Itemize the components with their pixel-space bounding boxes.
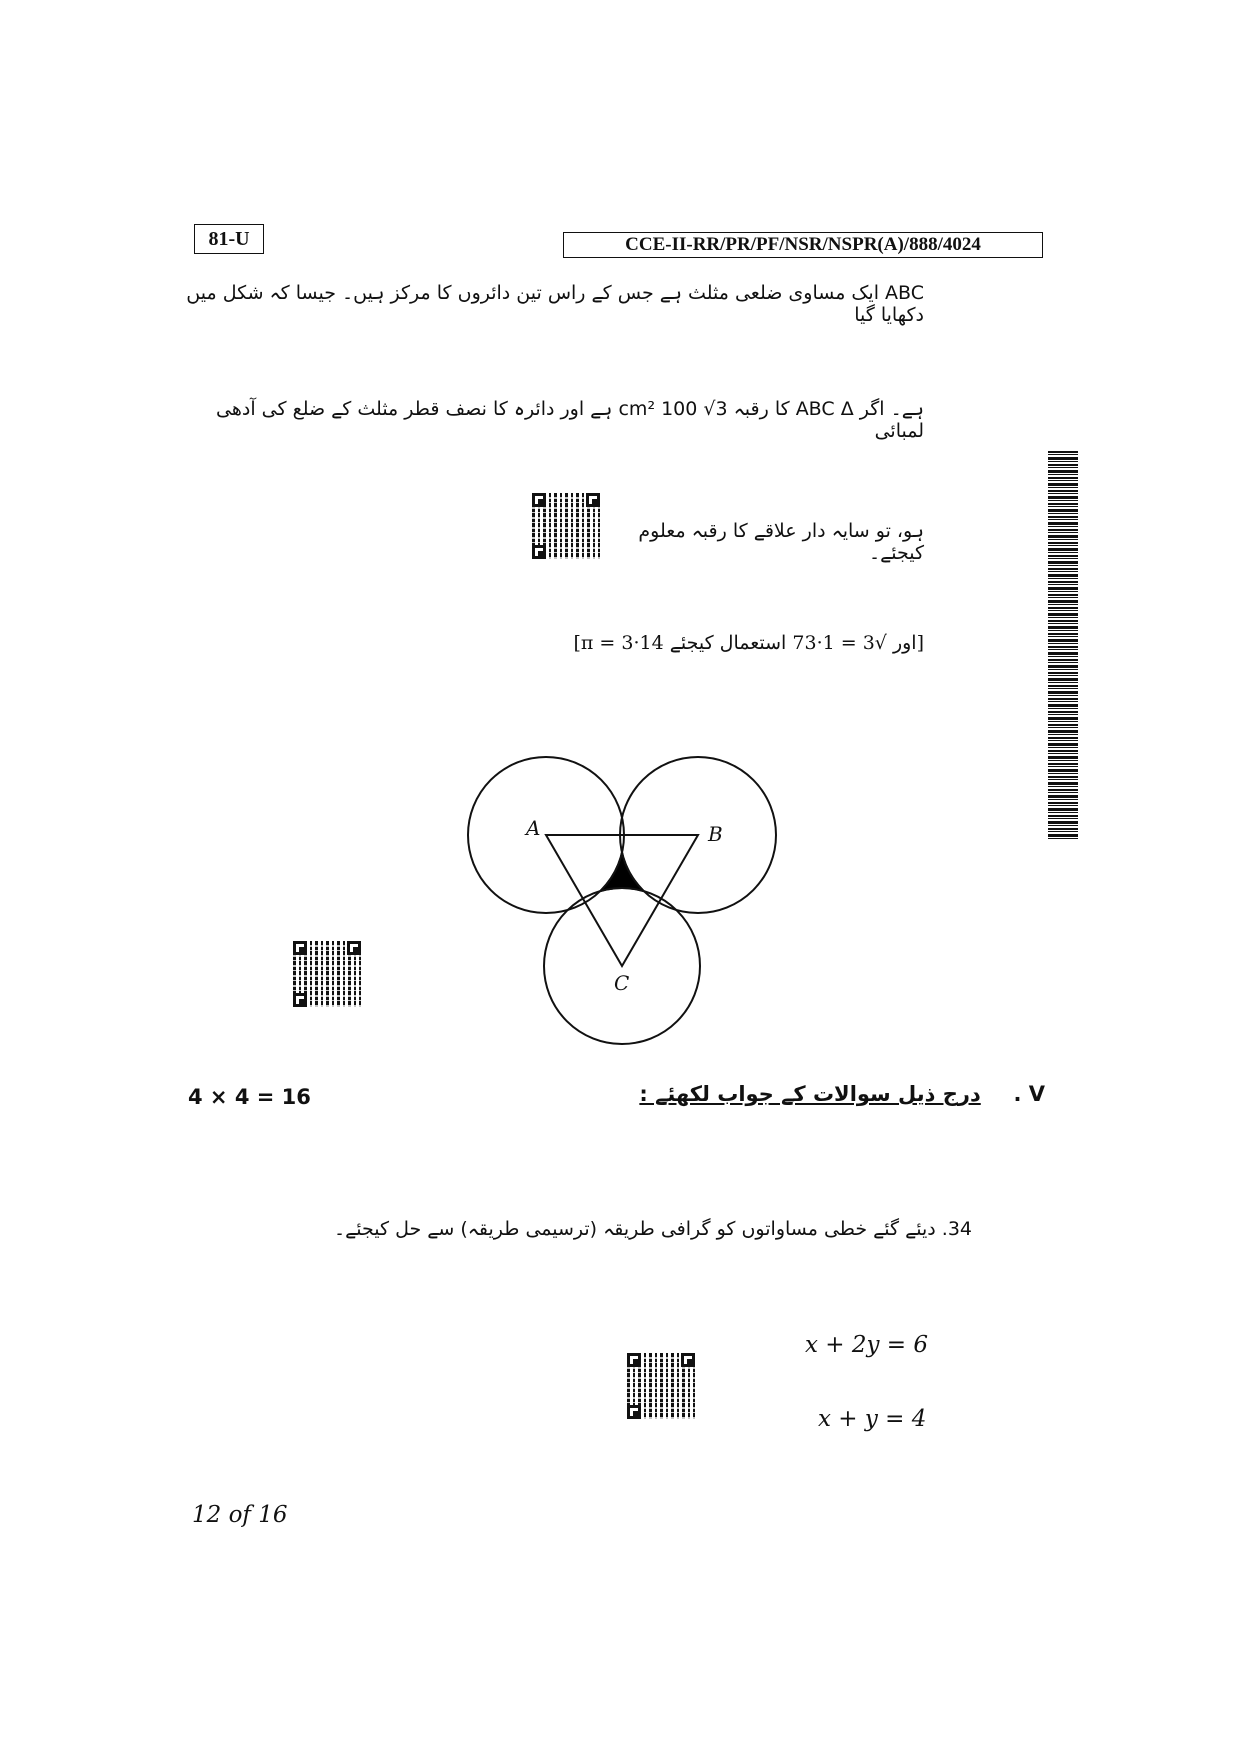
- section-number: V .: [1013, 1082, 1045, 1106]
- vertex-a-label: A: [526, 816, 541, 840]
- qr-code-icon: [627, 1353, 695, 1419]
- equation-2: x + y = 4: [818, 1406, 927, 1432]
- section-marks: 4 × 4 = 16: [188, 1085, 311, 1109]
- question-hint: [π = 3·14 اور √3 = 1·73 استعمال کیجئے]: [573, 632, 924, 654]
- section-title: درج ذیل سوالات کے جواب لکھئے :: [639, 1082, 981, 1106]
- shaded-region: [469, 758, 775, 1043]
- section-heading: [639, 1082, 1045, 1106]
- page-number: 12 of 16: [192, 1502, 288, 1528]
- paper-code: 81-U: [194, 224, 264, 254]
- question-34-text: 34. دیئے گئے خطی مساواتوں کو گرافی طریقہ (ترسیمی طریقہ) سے حل کیجئے۔: [334, 1218, 972, 1240]
- figure-circles-triangle: [450, 755, 790, 1055]
- vertex-c-label: C: [614, 971, 630, 995]
- equation-1: x + 2y = 6: [805, 1332, 929, 1358]
- question-line-2: ہے۔ اگر ABC Δ کا رقبہ cm² 100 √3 ہے اور دائرہ کا نصف قطر مثلث کے ضلع کی آدھی لمبائی: [216, 398, 924, 442]
- qr-code-icon: [293, 941, 361, 1007]
- barcode-icon: [1048, 451, 1078, 841]
- qr-code-icon: [532, 493, 600, 559]
- vertex-b-label: B: [708, 822, 723, 846]
- series-code: CCE-II-RR/PR/PF/NSR/NSPR(A)/888/4024: [563, 232, 1043, 258]
- question-line-1: ABC ایک مساوی ضلعی مثلث ہے جس کے راس تین دائروں کا مرکز ہیں۔ جیسا کہ شکل میں دکھایا گیا: [186, 282, 924, 326]
- question-line-3: ہو، تو سایہ دار علاقے کا رقبہ معلوم کیجئے۔: [638, 520, 924, 564]
